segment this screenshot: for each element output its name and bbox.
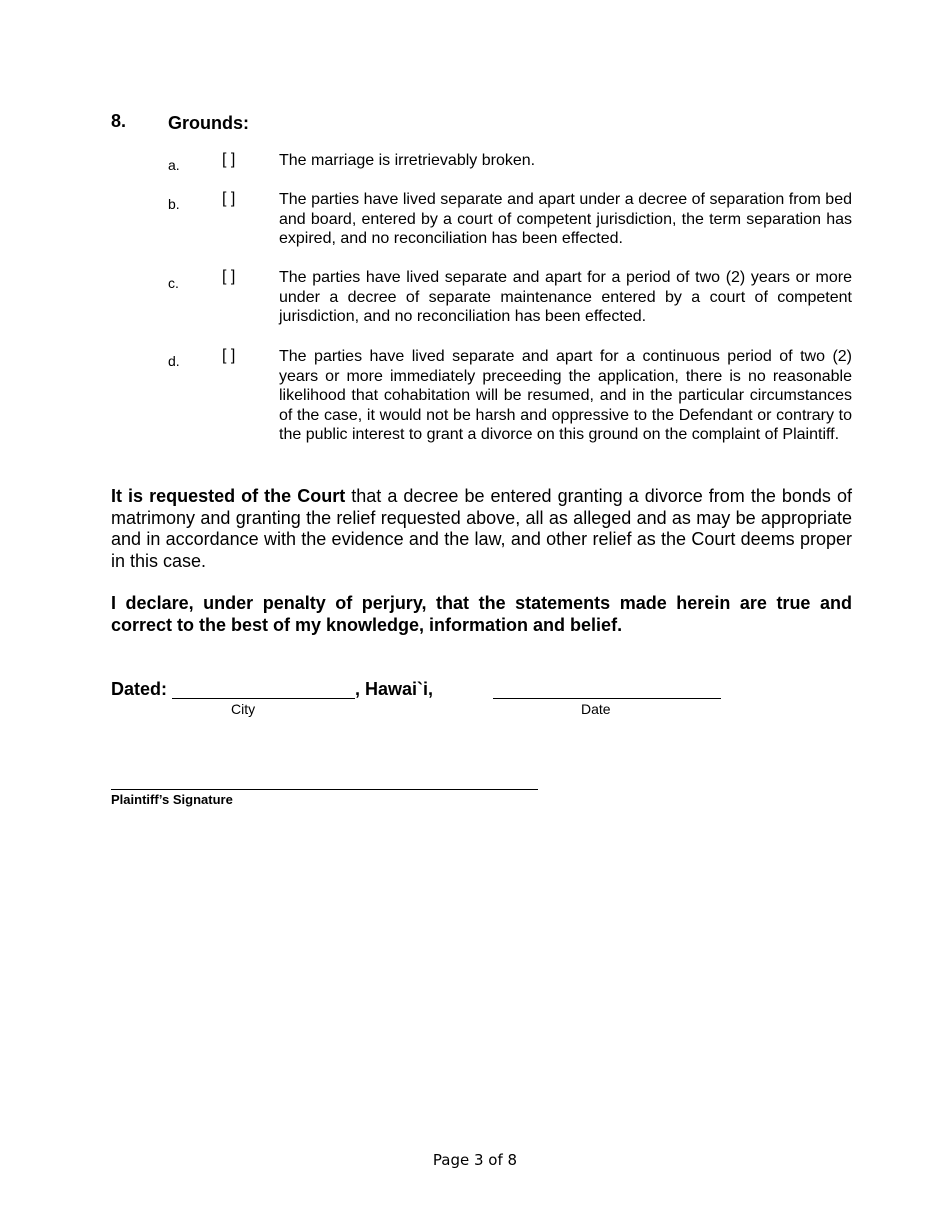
- ground-b-text: The parties have lived separate and apart under a decree of separation from bed and board, entered by a court of competent jurisdiction, the term separation has expired, and no reconciliation has been effected.: [279, 191, 852, 247]
- date-field[interactable]: [493, 698, 721, 699]
- ground-c-letter: c.: [168, 275, 179, 291]
- section-number: 8.: [111, 111, 127, 131]
- perjury-declaration: I declare, under penalty of perjury, that the statements made herein are true and correct to the best of my knowledge, information and belief.: [111, 593, 852, 635]
- request-body: that a decree be entered granting a divorce from the bonds of matrimony and granting the relief requested above, all as alleged and as may be appropriate and in accordance with the evidence and the law, and other relief as the Court deems proper in this case.: [111, 486, 852, 571]
- ground-b-checkbox[interactable]: [ ]: [222, 190, 236, 207]
- dated-label: Dated:: [111, 679, 168, 699]
- ground-a-letter: a.: [168, 157, 180, 173]
- ground-d-letter: d.: [168, 353, 180, 369]
- ground-c-checkbox[interactable]: [ ]: [222, 268, 236, 285]
- date-caption: Date: [581, 701, 611, 717]
- ground-d-checkbox[interactable]: [ ]: [222, 347, 236, 364]
- ground-a-text: The marriage is irretrievably broken.: [279, 152, 536, 169]
- city-field[interactable]: [172, 698, 355, 699]
- ground-c-text: The parties have lived separate and apart for a period of two (2) years or more under a decree of separate maintenance entered by a court of competent jurisdiction, and no reconciliation has been effected.: [279, 269, 852, 325]
- signature-field[interactable]: [111, 789, 538, 790]
- ground-b-letter: b.: [168, 196, 180, 212]
- page-number: Page 3 of 8: [432, 1151, 518, 1169]
- request-lead: It is requested of the Court: [111, 486, 346, 506]
- city-caption: City: [231, 701, 256, 717]
- location-suffix: , Hawai`i,: [355, 679, 434, 699]
- section-title: Grounds:: [168, 113, 249, 133]
- signature-caption: Plaintiff’s Signature: [111, 792, 233, 807]
- request-paragraph: [111, 486, 852, 572]
- ground-d-text: The parties have lived separate and apart for a continuous period of two (2) years or more immediately preceeding the application, there is no reasonable likelihood that cohabitation will be resumed, and in the particular circumstances of the case, it would not be harsh and oppressive to the Defendant or contrary to the public interest to grant a divorce on this ground on the complaint of Plaintiff.: [279, 348, 852, 443]
- ground-a-checkbox[interactable]: [ ]: [222, 151, 236, 168]
